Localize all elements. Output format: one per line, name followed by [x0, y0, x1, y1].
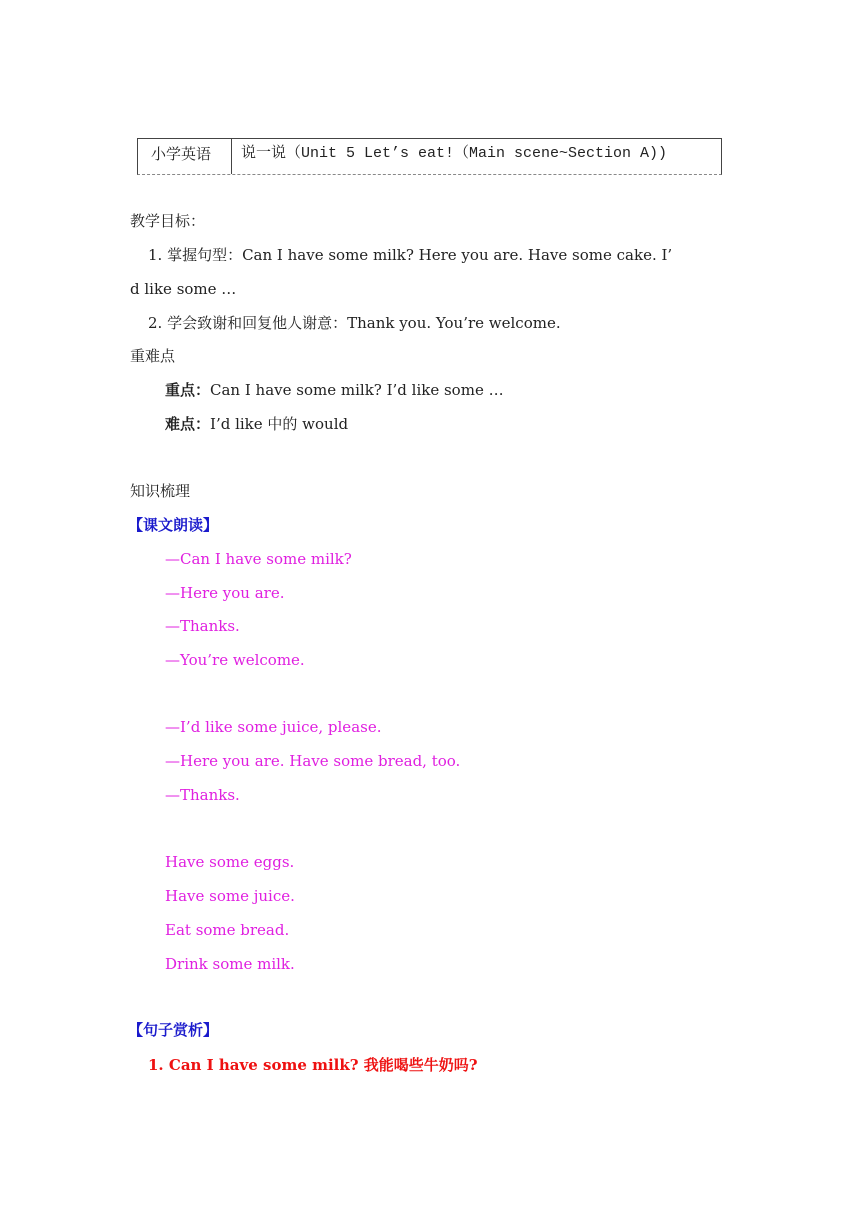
focus-line: [165, 380, 504, 400]
analysis-section-title: 【句子赏析】: [128, 1021, 219, 1039]
dialogue-line: —I’d like some juice, please.: [165, 718, 382, 736]
objective-item-1-line-1: 1. 掌握句型：Can I have some milk? Here you are. Have some cake. I’: [148, 246, 673, 264]
dialogue-line: —Here you are. Have some bread, too.: [165, 752, 461, 770]
header-table: [137, 138, 722, 175]
objective-item-1-line-2: d like some …: [130, 280, 237, 298]
phrase-line: Drink some milk.: [165, 955, 295, 973]
objectives-heading: 教学目标：: [130, 212, 206, 230]
dialogue-line: —Thanks.: [165, 786, 240, 804]
phrase-line: Have some juice.: [165, 887, 295, 905]
key-points-heading: 重难点: [130, 347, 176, 365]
dialogue-line: —You’re welcome.: [165, 651, 305, 669]
difficulty-text: I’d like 中的 would: [210, 415, 349, 433]
phrase-line: Have some eggs.: [165, 853, 295, 871]
table-cell-divider: [231, 139, 232, 174]
difficulty-line: [165, 414, 348, 434]
focus-text: Can I have some milk? I’d like some …: [210, 381, 504, 399]
dialogue-line: —Here you are.: [165, 584, 285, 602]
difficulty-label: 难点：: [165, 415, 211, 433]
phrase-line: Eat some bread.: [165, 921, 290, 939]
subject-cell: 小学英语: [151, 145, 212, 163]
analysis-item-1: 1. Can I have some milk? 我能喝些牛奶吗?: [148, 1056, 478, 1074]
knowledge-heading: 知识梳理: [130, 482, 191, 500]
dialogue-line: —Can I have some milk?: [165, 550, 352, 568]
lesson-title-cell: 说一说（Unit 5 Let’s eat!（Main scene~Section A)): [241, 145, 668, 162]
dialogue-line: —Thanks.: [165, 617, 240, 635]
focus-label: 重点：: [165, 381, 211, 399]
objective-item-2: 2. 学会致谢和回复他人谢意：Thank you. You’re welcome.: [148, 314, 561, 332]
reading-section-title: 【课文朗读】: [128, 516, 219, 534]
